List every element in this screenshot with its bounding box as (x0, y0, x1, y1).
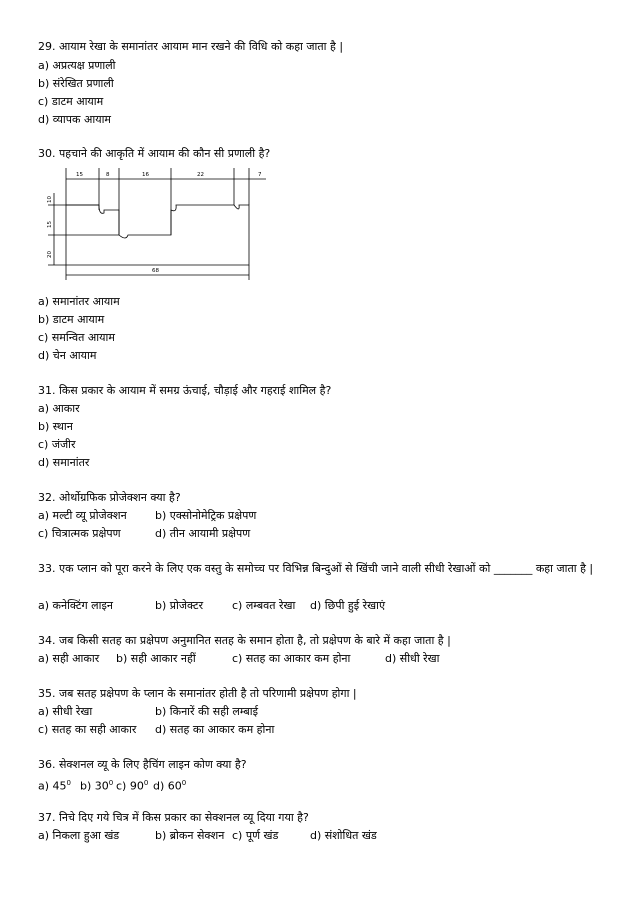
dim-label-15: 15 (76, 172, 83, 178)
q35-option-a: a) सीधी रेखा (38, 705, 93, 718)
question-35: 35. जब सतह प्रक्षेपण के प्लान के समानांतर होती है तो परिणामी प्रक्षेपण होगा | (38, 687, 357, 700)
q34-option-d: d) सीधी रेखा (385, 652, 440, 665)
question-29: 29. आयाम रेखा के समानांतर आयाम मान रखने की विधि को कहा जाता है | (38, 40, 344, 53)
dim-label-68: 68 (152, 268, 159, 274)
q30-option-d: d) चेन आयाम (38, 349, 97, 362)
q37-option-a: a) निकला हुआ खंड (38, 829, 120, 842)
q32-option-a: a) मल्टी व्यू प्रोजेक्शन (38, 509, 127, 522)
q37-option-c: c) पूर्ण खंड (232, 829, 279, 842)
question-34: 34. जब किसी सतह का प्रक्षेपण अनुमानित सतह के समान होता है, तो प्रक्षेपण के बारे में कहा जाता है | (38, 634, 451, 647)
q35-option-c: c) सतह का सही आकार (38, 723, 137, 736)
q29-option-b: b) संरेखित प्रणाली (38, 77, 114, 90)
question-30: 30. पहचाने की आकृति में आयाम की कौन सी प्रणाली है? (38, 147, 271, 160)
q29-option-a: a) अप्रत्यक्ष प्रणाली (38, 59, 116, 72)
dimension-figure (44, 165, 284, 285)
q31-option-c: c) जंजीर (38, 438, 76, 451)
dim-label-16: 16 (142, 172, 149, 178)
q31-option-d: d) समानांतर (38, 456, 90, 469)
q33-option-d: d) छिपी हुई रेखाएं (310, 599, 386, 612)
q33-option-b: b) प्रोजेक्टर (155, 599, 204, 612)
q37-option-d: d) संशोधित खंड (310, 829, 377, 842)
question-36: 36. सेक्शनल व्यू के लिए हैचिंग लाइन कोण क्या है? (38, 758, 247, 771)
q37-option-b: b) ब्रोकन सेक्शन (155, 829, 225, 842)
q34-option-c: c) सतह का आकार कम होना (232, 652, 351, 665)
q32-option-c: c) चित्रात्मक प्रक्षेपण (38, 527, 121, 540)
q31-option-a: a) आकार (38, 402, 80, 415)
q30-option-a: a) समानांतर आयाम (38, 295, 120, 308)
dim-label-7: 7 (258, 172, 262, 178)
q36-option-a: a) $45^0$ (38, 779, 71, 793)
question-32: 32. ओर्थोग्रफिक प्रोजेक्शन क्या है? (38, 491, 181, 504)
dim-label-8: 8 (106, 172, 110, 178)
q32-option-d: d) तीन आयामी प्रक्षेपण (155, 527, 251, 540)
q30-option-b: b) डाटम आयाम (38, 313, 105, 326)
question-37: 37. निचे दिए गये चित्र में किस प्रकार का सेक्शनल व्यू दिया गया है? (38, 811, 309, 824)
q29-option-c: c) डाटम आयाम (38, 95, 104, 108)
question-33: 33. एक प्लान को पूरा करने के लिए एक वस्तु के समोच्च पर विभिन्न बिन्दुओं से खिंची जाने वाली सीधी रेखाओं को _______ कहा जाता है | (38, 562, 594, 575)
dim-label-22: 22 (197, 172, 204, 178)
q33-option-c: c) लम्बवत रेखा (232, 599, 296, 612)
q36-option-c: c) $90^0$ (116, 779, 149, 793)
q34-option-a: a) सही आकार (38, 652, 100, 665)
q30-option-c: c) समन्वित आयाम (38, 331, 115, 344)
q31-option-b: b) स्थान (38, 420, 73, 433)
q35-option-d: d) सतह का आकार कम होना (155, 723, 275, 736)
q29-option-d: d) व्यापक आयाम (38, 113, 112, 126)
q36-option-d: d) $60^0$ (153, 779, 187, 793)
dim-label-10: 10 (47, 196, 53, 203)
q32-option-b: b) एक्सोनोमेट्रिक प्रक्षेपण (155, 509, 257, 522)
question-31: 31. किस प्रकार के आयाम में समग्र ऊंचाई, चौड़ाई और गहराई शामिल है? (38, 384, 332, 397)
dim-label-20: 20 (47, 251, 53, 258)
q33-option-a: a) कनेक्टिंग लाइन (38, 599, 113, 612)
q34-option-b: b) सही आकार नहीं (116, 652, 196, 665)
dim-label-15-left: 15 (47, 221, 53, 228)
q35-option-b: b) किनारें की सही लम्बाई (155, 705, 258, 718)
q36-option-b: b) $30^0$ (80, 779, 114, 793)
